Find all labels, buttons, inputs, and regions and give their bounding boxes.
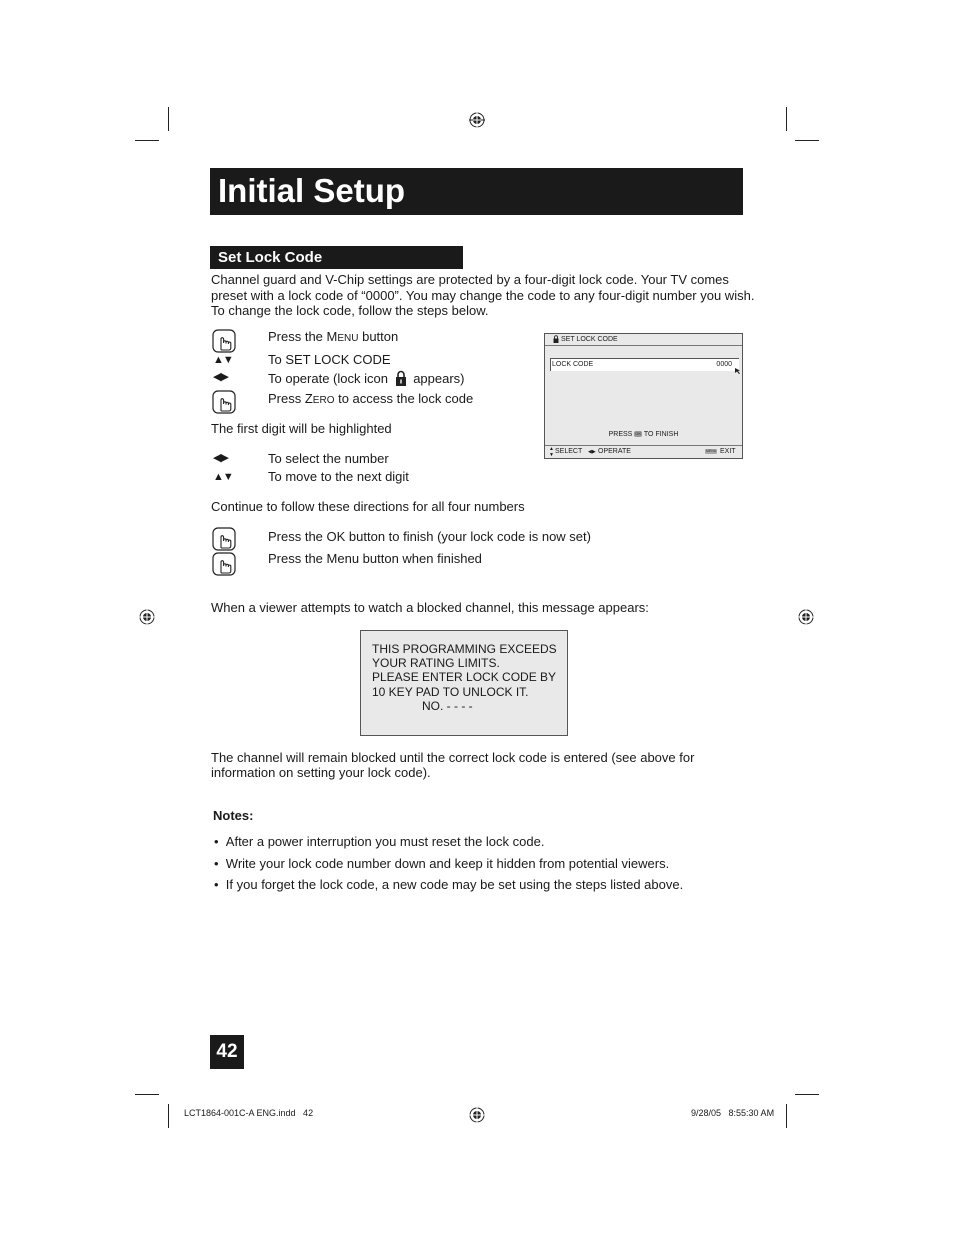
up-down-arrows-icon: ▲ ▼: [549, 446, 554, 458]
step-select-number: To select the number: [268, 451, 389, 466]
lock-code-label: LOCK CODE: [552, 361, 594, 368]
section-title: Set Lock Code: [218, 249, 323, 266]
note-item: • After a power interruption you must reset the lock code.: [214, 834, 545, 849]
registration-mark-icon: [798, 609, 814, 625]
note-item: • Write your lock code number down and keep it hidden from potential viewers.: [214, 856, 670, 871]
up-down-arrows-icon: ▲▼: [213, 354, 233, 366]
first-digit-note: The first digit will be highlighted: [211, 421, 392, 436]
registration-mark-icon: [139, 609, 155, 625]
crop-mark: [795, 1094, 819, 1095]
step-set-lock-code: To SET LOCK CODE: [268, 352, 391, 367]
step-press-zero: Press ZERO to access the lock code: [268, 391, 474, 406]
lock-code-row: [550, 358, 739, 371]
intro-line-3: To change the lock code, follow the steps below.: [211, 303, 489, 318]
step-press-ok: Press the OK button to finish (your lock code is now set): [268, 529, 591, 544]
crop-mark: [135, 140, 159, 141]
page-title-bar: [210, 168, 743, 215]
crop-mark: [786, 107, 787, 131]
crop-mark: [168, 107, 169, 131]
file-slug: LCT1864-001C-A ENG.indd 42: [184, 1108, 314, 1118]
registration-mark-icon: [469, 112, 485, 128]
screen-header-title: SET LOCK CODE: [561, 336, 618, 343]
hand-press-icon: [212, 552, 236, 576]
up-down-arrows-icon: ▲▼: [213, 471, 233, 483]
left-right-arrows-icon: ◀▶: [213, 452, 228, 464]
hand-press-icon: [212, 390, 236, 414]
blocked-after-2: information on setting your lock code).: [211, 765, 431, 780]
lock-code-value: 0000: [716, 361, 732, 368]
section-title-bar: [210, 246, 463, 269]
menu-button-icon: MENU: [706, 449, 717, 453]
footer-operate: OPERATE: [598, 448, 631, 455]
step-next-digit: To move to the next digit: [268, 469, 409, 484]
crop-mark: [135, 1094, 159, 1095]
screen-header: [545, 334, 742, 346]
msg-line-5: NO. - - - -: [422, 699, 473, 713]
hand-press-icon: [212, 329, 236, 353]
cursor-icon: [735, 368, 741, 374]
intro-line-2: preset with a lock code of “0000”. You may change the code to any four-digit number you wish.: [211, 288, 755, 303]
page-number: 42: [210, 1035, 244, 1069]
step-operate-lock-icon: To operate (lock icon appears): [268, 371, 465, 386]
lock-icon: [395, 370, 407, 387]
msg-line-1: THIS PROGRAMMING EXCEEDS: [372, 642, 557, 656]
notes-title: Notes:: [213, 808, 254, 823]
blocked-intro: When a viewer attempts to watch a blocked channel, this message appears:: [211, 600, 649, 615]
msg-line-2: YOUR RATING LIMITS.: [372, 656, 500, 670]
crop-mark: [795, 140, 819, 141]
date-slug: 9/28/05 8:55:30 AM: [691, 1108, 775, 1118]
lock-icon: [553, 335, 559, 343]
left-right-arrows-icon: ◀▶: [588, 449, 596, 455]
left-right-arrows-icon: ◀▶: [213, 371, 228, 383]
crop-mark: [168, 1104, 169, 1128]
ok-button-icon: OK: [635, 431, 642, 436]
msg-line-4: 10 KEY PAD TO UNLOCK IT.: [372, 685, 529, 699]
msg-line-3: PLEASE ENTER LOCK CODE BY: [372, 670, 557, 684]
screen-footer: [545, 445, 742, 458]
page-title: Initial Setup: [218, 172, 406, 209]
crop-mark: [786, 1104, 787, 1128]
intro-line-1: Channel guard and V-Chip settings are protected by a four-digit lock code. Your TV comes: [211, 272, 729, 287]
registration-mark-icon: [469, 1107, 485, 1123]
footer-select: SELECT: [555, 448, 583, 455]
tv-screen-set-lock-code: [544, 333, 743, 459]
continue-note: Continue to follow these directions for all four numbers: [211, 499, 525, 514]
blocked-after-1: The channel will remain blocked until the correct lock code is entered (see above for: [211, 750, 695, 765]
footer-exit: EXIT: [720, 448, 736, 455]
press-ok-to-finish: PRESS OK TO FINISH: [608, 431, 679, 438]
blocked-message-box: [360, 630, 568, 736]
note-item: • If you forget the lock code, a new code may be set using the steps listed above.: [214, 877, 684, 892]
step-press-menu-finished: Press the Menu button when finished: [268, 551, 482, 566]
hand-press-icon: [212, 527, 236, 551]
step-press-menu: Press the MENU button: [268, 329, 399, 344]
